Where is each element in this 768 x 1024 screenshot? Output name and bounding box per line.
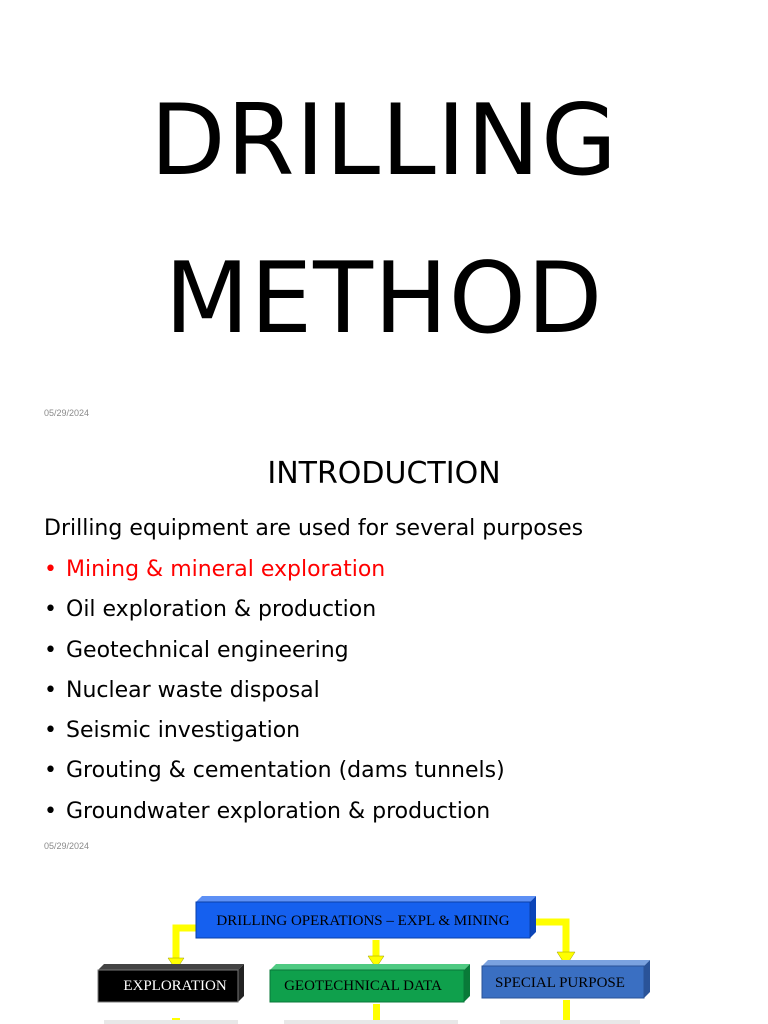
top-box-label: DRILLING OPERATIONS – EXPL & MINING [216,913,510,929]
intro-heading: INTRODUCTION [267,456,501,491]
introduction-slide [0,430,768,860]
list-item-text: Oil exploration & production [66,597,377,623]
list-item-text: Seismic investigation [66,718,301,744]
list-item [44,637,505,677]
list-item [44,798,505,838]
next-row-box-edge [284,1020,458,1024]
special-purpose-label: SPECIAL PURPOSE [495,975,625,991]
geotechnical-data-box [270,964,470,1002]
bullet-icon: • [44,597,57,623]
special-purpose-box [482,960,650,998]
bullet-icon: • [44,677,57,703]
list-item [44,596,505,636]
next-row-box-edge [500,1020,640,1024]
list-item [44,677,505,717]
list-item [44,757,505,797]
bullet-icon: • [44,758,57,784]
intro-lead-text: Drilling equipment are used for several purposes [44,516,584,541]
top-box [196,896,536,938]
list-item-text: Groundwater exploration & production [66,798,491,824]
purpose-list [44,556,505,838]
connector-left [176,928,196,960]
bullet-icon: • [44,557,57,582]
bullet-icon: • [44,637,57,663]
list-item [44,717,505,757]
geotechnical-data-label: GEOTECHNICAL DATA [284,978,442,994]
exploration-label: EXPLORATION [123,978,227,994]
list-item [44,556,505,596]
title-line-2: METHOD [164,242,604,356]
exploration-box [98,964,244,1002]
diagram-slide [0,860,768,1024]
connector-right [534,922,566,954]
slide-date: 05/29/2024 [44,408,90,418]
list-item-text: Mining & mineral exploration [66,557,386,582]
list-item-text: Geotechnical engineering [66,637,349,663]
title-slide [0,0,768,430]
bullet-icon: • [44,718,57,744]
title-line-1: DRILLING [150,84,618,198]
next-row-box-edge [104,1020,238,1024]
bullet-icon: • [44,798,57,824]
list-item-text: Grouting & cementation (dams tunnels) [66,758,505,784]
slide-date: 05/29/2024 [44,841,90,851]
drilling-operations-diagram [0,860,768,1024]
list-item-text: Nuclear waste disposal [66,677,320,703]
